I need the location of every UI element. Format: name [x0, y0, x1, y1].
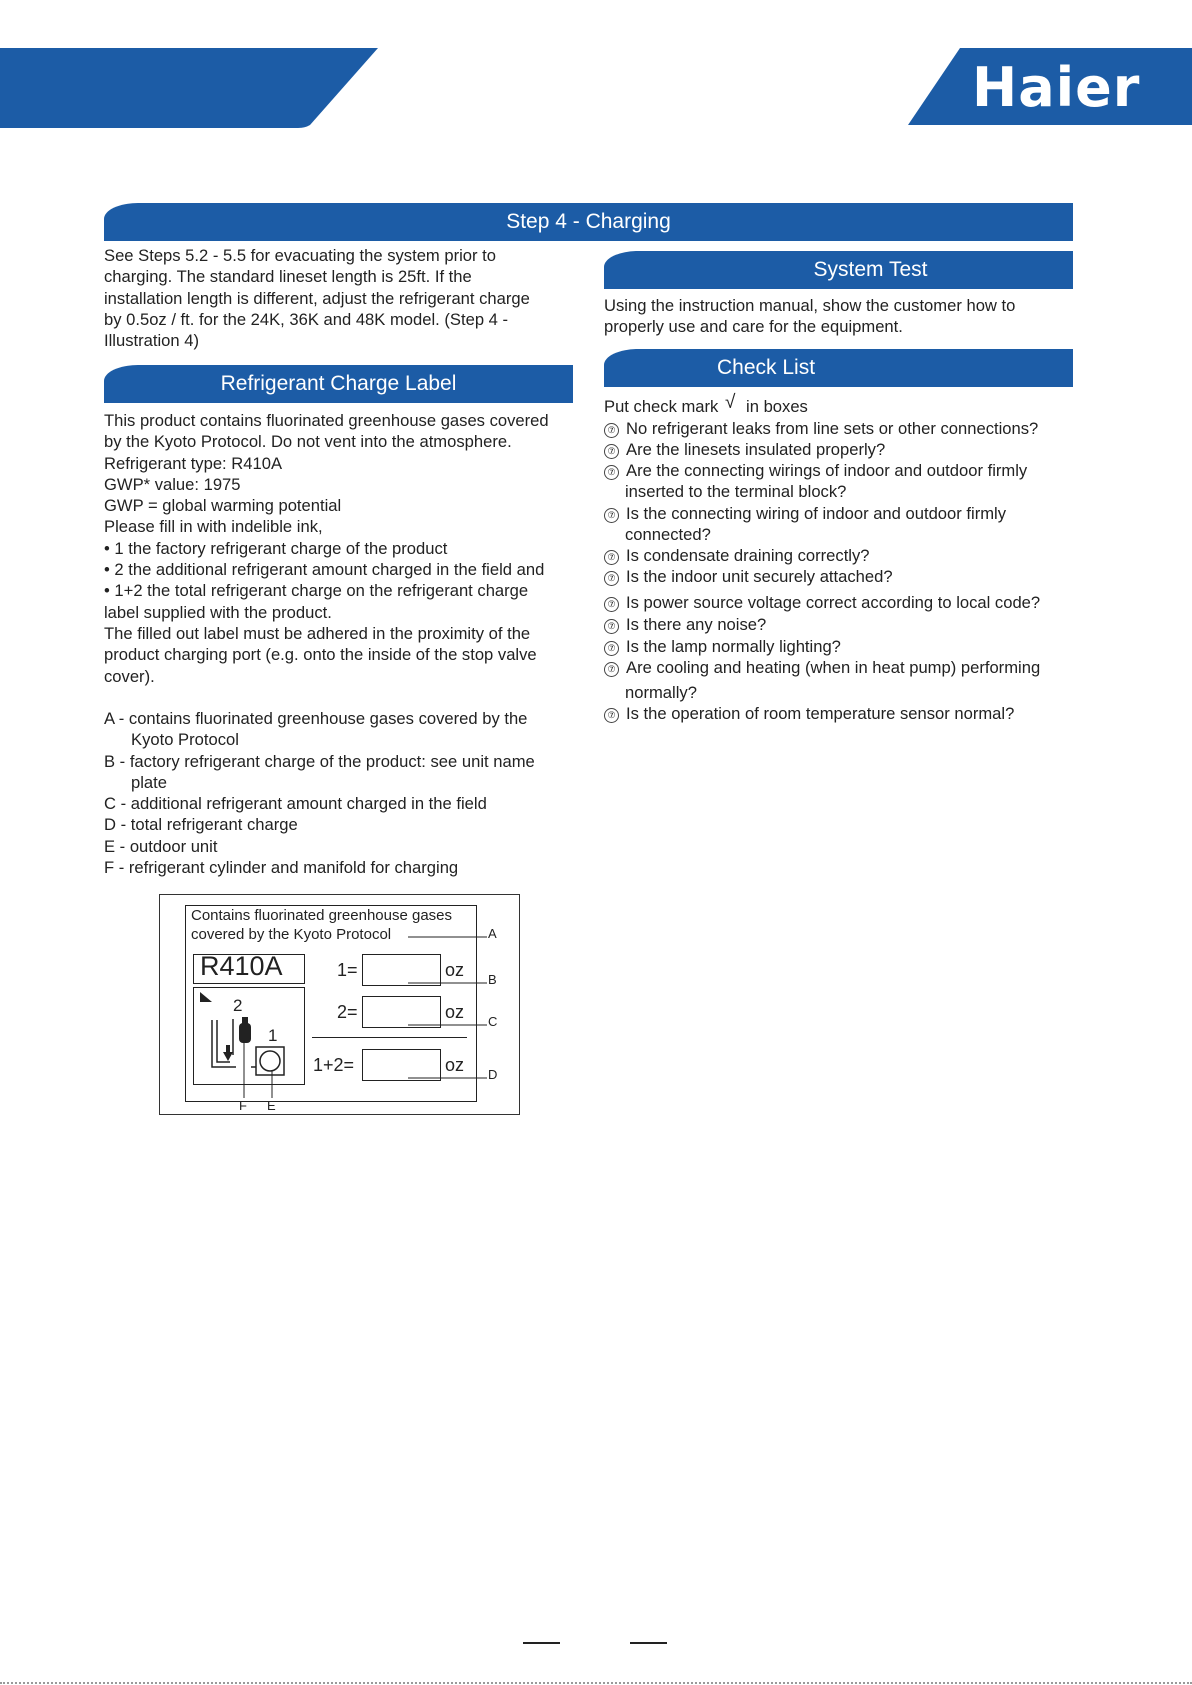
- checklist-item: [604, 637, 841, 657]
- charge-label-line: label supplied with the product.: [104, 602, 332, 622]
- checklist-item-text: Is condensate draining correctly?: [626, 546, 870, 565]
- checklist-item-text: Are cooling and heating (when in heat pump) performing: [626, 658, 1041, 677]
- checklist-item-text: No refrigerant leaks from line sets or other connections?: [626, 419, 1039, 438]
- legend-line: E - outdoor unit: [104, 836, 218, 856]
- figure-linework: [160, 895, 519, 1114]
- charge-label-line: Please fill in with indelible ink,: [104, 517, 323, 537]
- checkbox-icon[interactable]: ⑦: [604, 423, 619, 438]
- charge-label-title: [104, 365, 573, 403]
- checklist-item-text: Is the indoor unit securely attached?: [626, 567, 893, 586]
- row3-label: 1+2=: [313, 1055, 355, 1075]
- row1-label: 1=: [337, 960, 358, 980]
- checkbox-icon[interactable]: ⑦: [604, 662, 619, 677]
- charge-label-line: • 2 the additional refrigerant amount charged in the field and: [104, 560, 545, 580]
- system-test-line: Using the instruction manual, show the customer how to: [604, 296, 1016, 315]
- legend-line: C - additional refrigerant amount charged in the field: [104, 794, 487, 814]
- legend-line: D - total refrigerant charge: [104, 815, 298, 835]
- charge-label-title-text: Refrigerant Charge Label: [220, 372, 457, 395]
- checkbox-icon[interactable]: ⑦: [604, 444, 619, 459]
- checkbox-icon[interactable]: ⑦: [604, 550, 619, 565]
- checklist-item-text: Is the operation of room temperature sensor normal?: [626, 704, 1015, 723]
- legend-line: A - contains fluorinated greenhouse gases covered by the: [104, 709, 528, 728]
- checklist-item: [604, 615, 766, 635]
- checklist-title-text: Check List: [717, 356, 816, 379]
- legend-line: plate: [131, 772, 167, 792]
- refrigerant-type: R410A: [200, 951, 283, 981]
- callout-b: B: [488, 972, 497, 987]
- checklist-item: [604, 419, 1038, 439]
- checkbox-icon[interactable]: ⑦: [604, 508, 619, 523]
- charge-label-line: cover).: [104, 666, 155, 686]
- checklist-intro: [604, 392, 808, 418]
- callout-a: A: [488, 926, 497, 941]
- charge-label-figure: [159, 894, 520, 1115]
- checklist-item: [604, 440, 885, 460]
- label-header-line2: covered by the Kyoto Protocol: [191, 926, 392, 943]
- checkbox-icon[interactable]: ⑦: [604, 597, 619, 612]
- system-test-line: properly use and care for the equipment.: [604, 317, 903, 337]
- checklist-item-cont: normally?: [625, 683, 697, 702]
- checklist-item-text: Is the lamp normally lighting?: [626, 637, 841, 656]
- charge-label-line: product charging port (e.g. onto the inside of the stop valve: [104, 645, 537, 665]
- charge-label-line: by the Kyoto Protocol. Do not vent into the atmosphere.: [104, 432, 512, 452]
- checkbox-icon[interactable]: ⑦: [604, 708, 619, 723]
- checkbox-icon[interactable]: ⑦: [604, 641, 619, 656]
- checklist-item: [604, 546, 870, 566]
- intro-line: by 0.5oz / ft. for the 24K, 36K and 48K model. (Step 4 -: [104, 309, 509, 329]
- charge-label-line: GWP* value: 1975: [104, 474, 241, 494]
- charge-label-line: GWP = global warming potential: [104, 496, 342, 516]
- checklist-item: [604, 504, 1006, 524]
- checklist-item-text: Is power source voltage correct according to local code?: [626, 593, 1041, 612]
- figure-legend: [104, 708, 579, 878]
- intro-line: charging. The standard lineset length is 25ft. If the: [104, 267, 472, 287]
- bottom-dotted-border: [0, 1682, 1192, 1684]
- checklist-item-text: Is there any noise?: [626, 615, 767, 634]
- callout-c: C: [488, 1014, 498, 1029]
- checkbox-icon[interactable]: ⑦: [604, 619, 619, 634]
- checklist-item: [604, 704, 1014, 724]
- row3-unit: oz: [445, 1055, 465, 1075]
- checklist-item-text: Are the connecting wirings of indoor and outdoor firmly: [626, 461, 1028, 480]
- intro-paragraph: [104, 245, 574, 351]
- footer-rule-left: [523, 1642, 560, 1644]
- row2-unit: oz: [445, 1002, 465, 1022]
- charge-label-line: • 1 the factory refrigerant charge of the product: [104, 538, 448, 558]
- checklist-item: [604, 567, 893, 587]
- charge-label-line: Refrigerant type: R410A: [104, 453, 283, 473]
- intro-line: Illustration 4): [104, 331, 199, 351]
- intro-line: See Steps 5.2 - 5.5 for evacuating the system prior to: [104, 246, 497, 265]
- checkbox-icon[interactable]: ⑦: [604, 465, 619, 480]
- system-test-title-text: System Test: [813, 258, 928, 281]
- section-title: [104, 203, 1073, 241]
- legend-line: F - refrigerant cylinder and manifold for charging: [104, 858, 459, 878]
- checklist-item-cont: connected?: [625, 525, 711, 544]
- icon-number-1: 1: [268, 1026, 278, 1045]
- system-test-paragraph: [604, 295, 1074, 338]
- icon-number-2: 2: [233, 996, 243, 1015]
- callout-f: F: [239, 1098, 247, 1113]
- haier-logo: Haier: [972, 56, 1141, 119]
- checklist-intro-text: Put check mark: [604, 397, 719, 416]
- checklist-item: [604, 461, 1027, 481]
- checklist-title: [604, 349, 1073, 387]
- charge-label-line: • 1+2 the total refrigerant charge on the refrigerant charge: [104, 581, 529, 601]
- label-header-line1: Contains fluorinated greenhouse gases: [191, 907, 453, 924]
- intro-line: installation length is different, adjust the refrigerant charge: [104, 288, 530, 308]
- system-test-title: [604, 251, 1073, 289]
- checklist-item-text: Is the connecting wiring of indoor and outdoor firmly: [626, 504, 1007, 523]
- checklist-item-text: Are the linesets insulated properly?: [626, 440, 886, 459]
- checklist-item: [604, 658, 1040, 678]
- row1-unit: oz: [445, 960, 465, 980]
- checklist-item-cont: inserted to the terminal block?: [625, 482, 847, 501]
- legend-line: B - factory refrigerant charge of the product: see unit name: [104, 751, 535, 771]
- footer-rule-right: [630, 1642, 667, 1644]
- legend-line: Kyoto Protocol: [131, 730, 239, 750]
- checklist-item: [604, 593, 1040, 613]
- check-mark-icon: √: [724, 392, 736, 413]
- charge-label-line: The filled out label must be adhered in the proximity of the: [104, 623, 531, 643]
- callout-d: D: [488, 1067, 498, 1082]
- section-title-text: Step 4 - Charging: [506, 210, 671, 233]
- checkbox-icon[interactable]: ⑦: [604, 571, 619, 586]
- row2-label: 2=: [337, 1002, 358, 1022]
- checklist-intro-end: in boxes: [746, 397, 808, 416]
- callout-e: E: [267, 1098, 276, 1113]
- charge-label-line: This product contains fluorinated greenhouse gases covered: [104, 411, 549, 430]
- charge-label-paragraph: [104, 410, 579, 687]
